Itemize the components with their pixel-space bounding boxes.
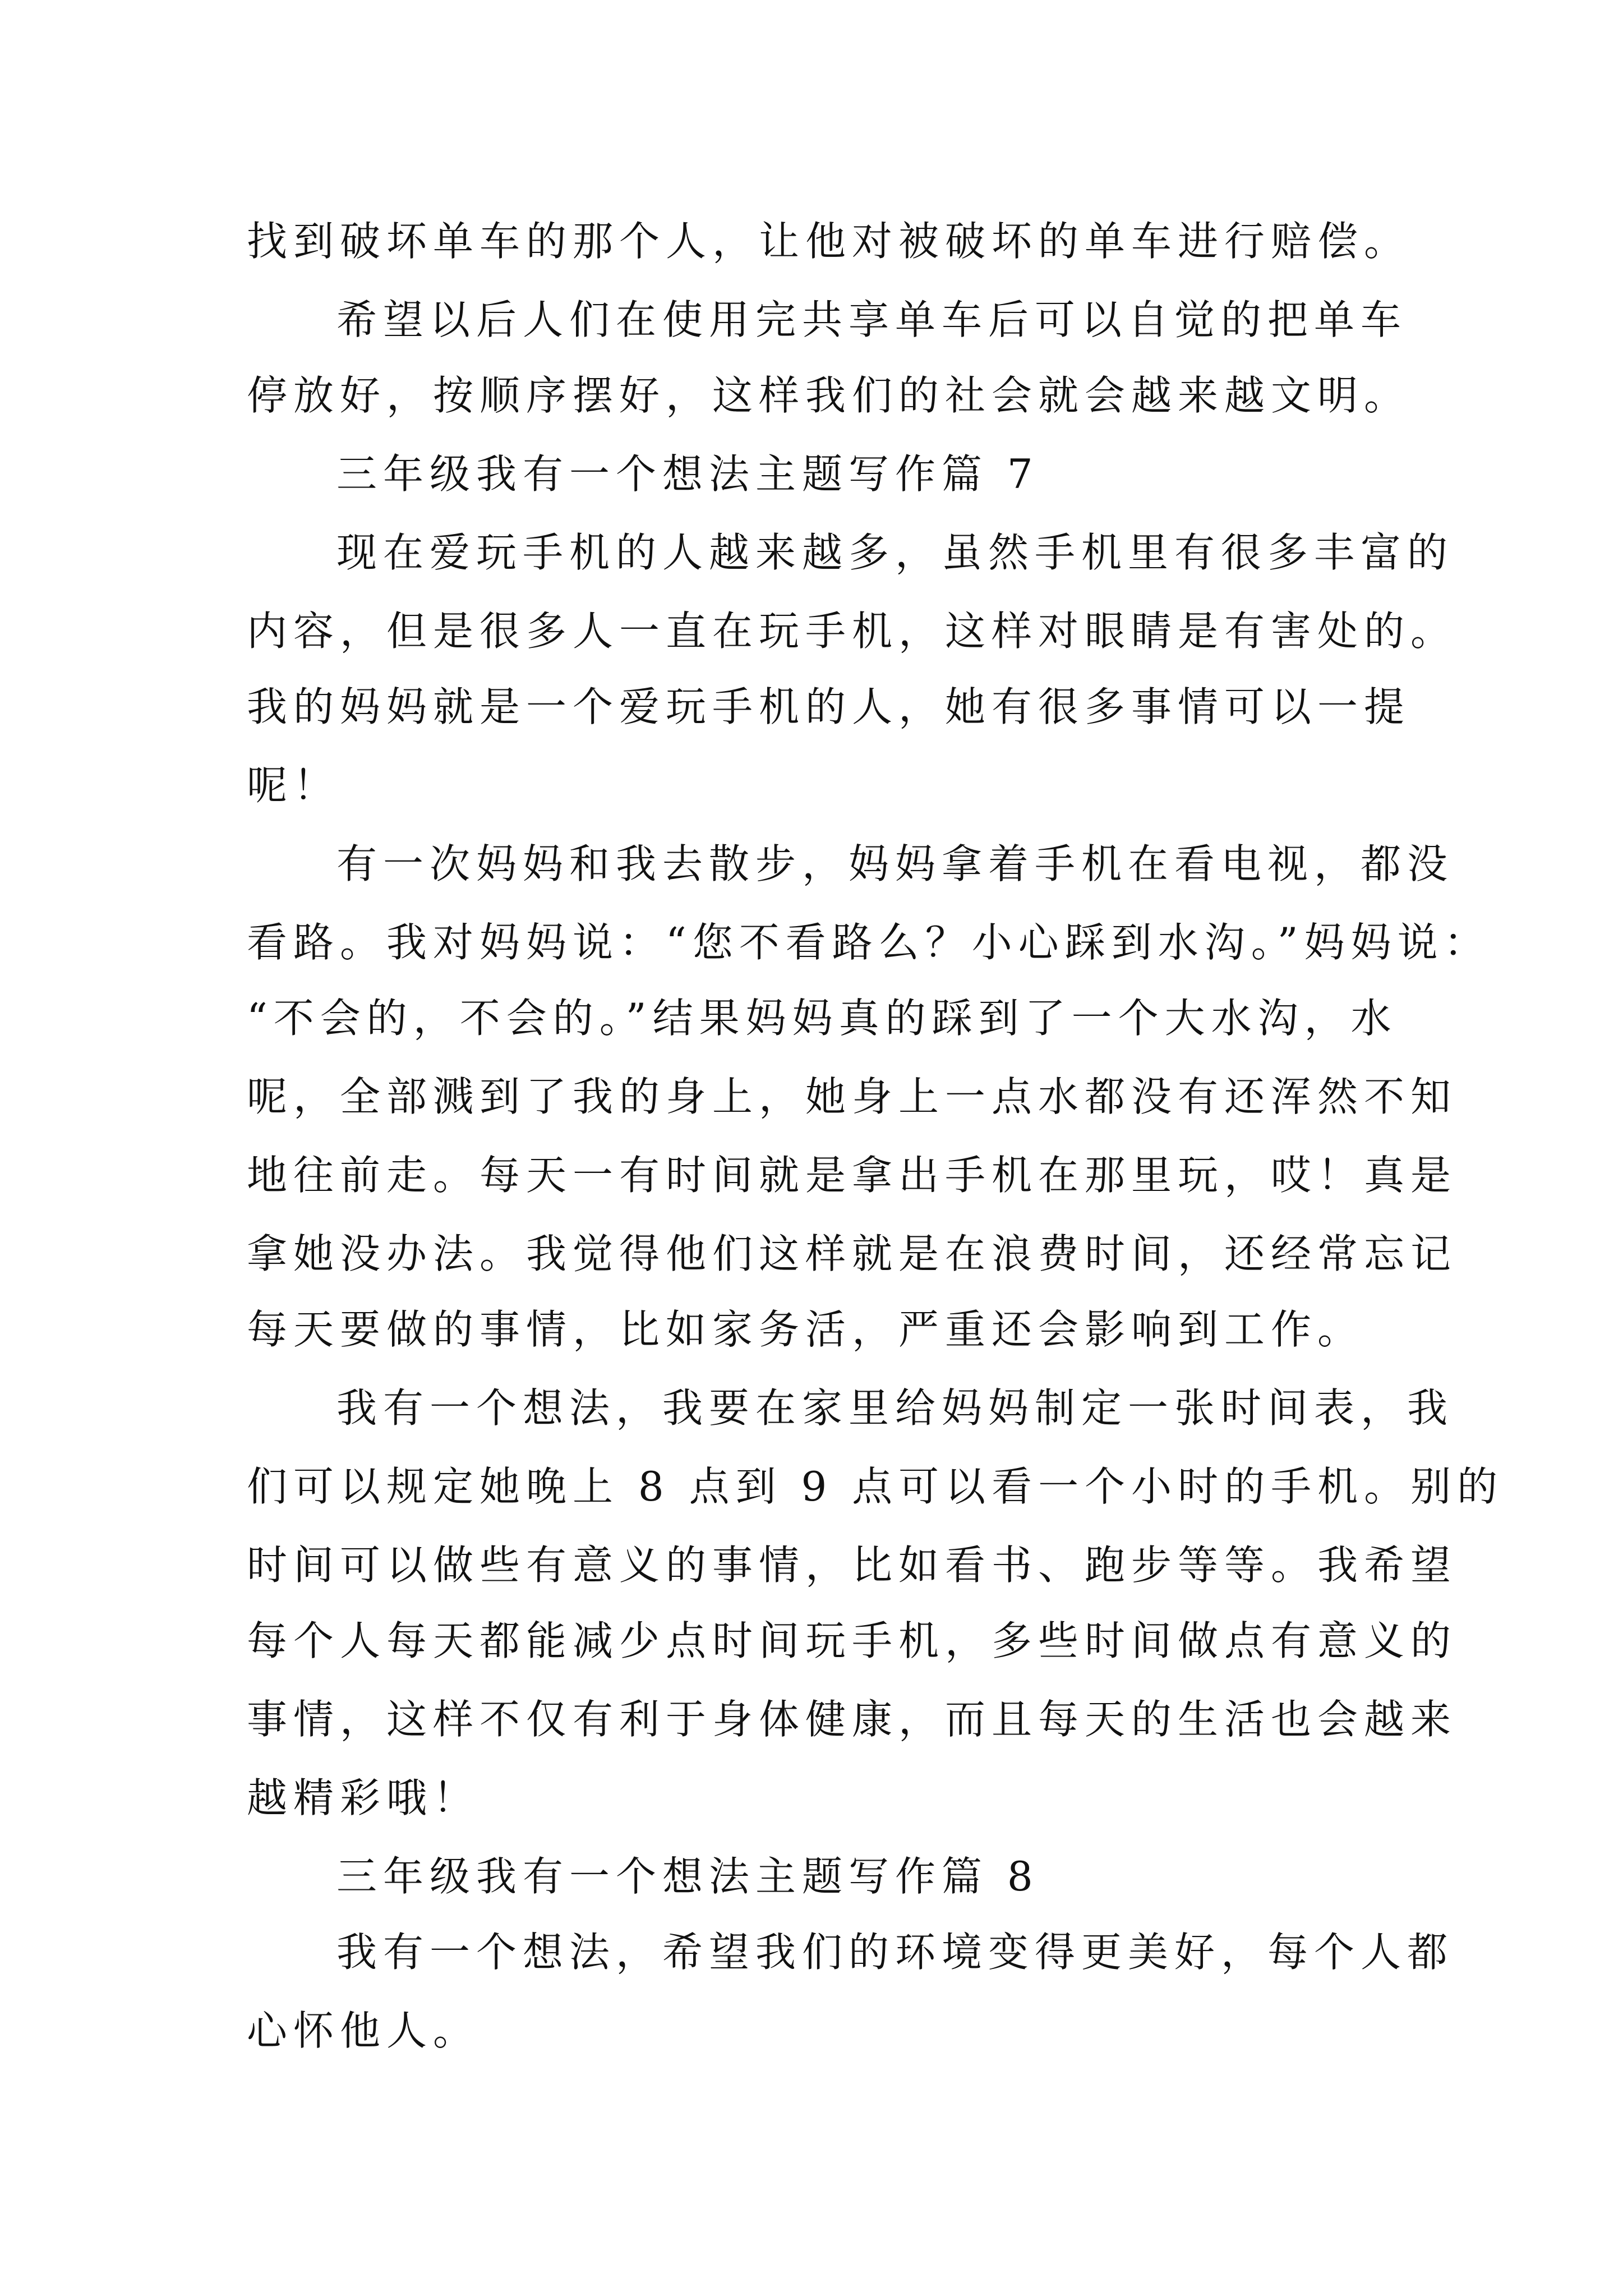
text-line: 事情，这样不仅有利于身体健康，而且每天的生活也会越来 bbox=[247, 1696, 1458, 1743]
section-heading: 三年级我有一个想法主题写作篇 8 bbox=[336, 1853, 1039, 1900]
section-heading: 三年级我有一个想法主题写作篇 7 bbox=[336, 450, 1039, 498]
text-line: 停放好，按顺序摆好，这样我们的社会就会越来越文明。 bbox=[247, 372, 1411, 419]
text-line: 时间可以做些有意义的事情，比如看书、跑步等等。我希望 bbox=[247, 1542, 1458, 1589]
text-line: 我有一个想法，我要在家里给妈妈制定一张时间表，我 bbox=[336, 1384, 1454, 1432]
text-line: 呢，全部溅到了我的身上，她身上一点水都没有还浑然不知 bbox=[247, 1073, 1458, 1120]
text-line: 呢！ bbox=[247, 762, 340, 809]
text-line: 内容，但是很多人一直在玩手机，这样对眼睛是有害处的。 bbox=[247, 608, 1458, 655]
text-line: 心怀他人。 bbox=[247, 2007, 480, 2054]
text-line: 看路。我对妈妈说：“您不看路么？小心踩到水沟。”妈妈说： bbox=[247, 919, 1491, 966]
text-line: 拿她没办法。我觉得他们这样就是在浪费时间，还经常忘记 bbox=[247, 1230, 1458, 1277]
text-line: 有一次妈妈和我去散步，妈妈拿着手机在看电视，都没 bbox=[336, 840, 1454, 887]
text-line: 现在爱玩手机的人越来越多，虽然手机里有很多丰富的 bbox=[336, 529, 1454, 576]
text-line: 们可以规定她晚上 8 点到 9 点可以看一个小时的手机。别的 bbox=[247, 1463, 1504, 1510]
text-line: 每天要做的事情，比如家务活，严重还会影响到工作。 bbox=[247, 1306, 1364, 1353]
text-line: 希望以后人们在使用完共享单车后可以自觉的把单车 bbox=[336, 296, 1408, 343]
text-line: 每个人每天都能减少点时间玩手机，多些时间做点有意义的 bbox=[247, 1617, 1458, 1664]
text-line: 找到破坏单车的那个人，让他对被破坏的单车进行赔偿。 bbox=[247, 218, 1411, 265]
text-line: 我的妈妈就是一个爱玩手机的人，她有很多事情可以一提 bbox=[247, 683, 1411, 730]
text-line: “不会的，不会的。”结果妈妈真的踩到了一个大水沟，水 bbox=[247, 995, 1398, 1042]
text-line: 我有一个想法，希望我们的环境变得更美好，每个人都 bbox=[336, 1929, 1454, 1976]
text-line: 地往前走。每天一有时间就是拿出手机在那里玩，哎！真是 bbox=[247, 1152, 1458, 1199]
text-line: 越精彩哦！ bbox=[247, 1774, 480, 1821]
